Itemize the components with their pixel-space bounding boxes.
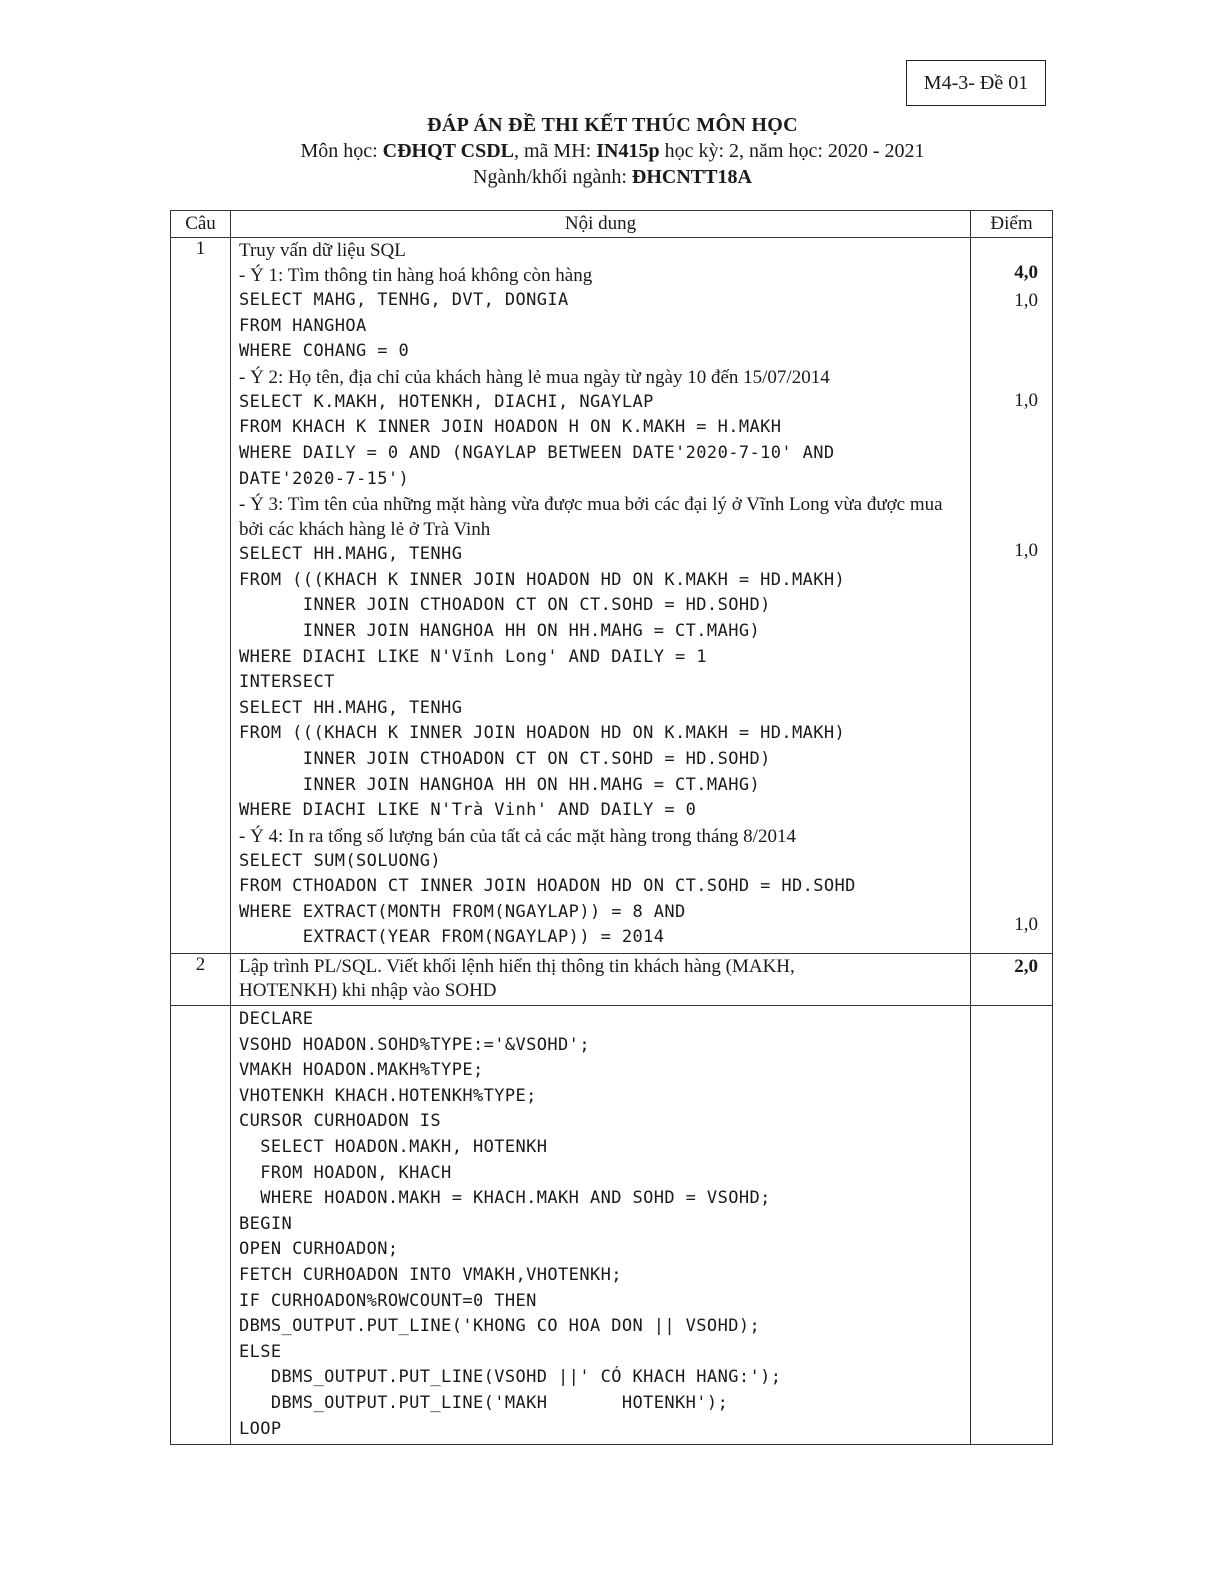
course-label: Môn học: <box>300 140 383 162</box>
document-code-box <box>906 60 1046 106</box>
course-info-line <box>0 140 1225 163</box>
course-name: CĐHQT CSDL <box>382 140 514 162</box>
major-label: Ngành/khối ngành: <box>473 166 632 188</box>
empty-cell <box>171 1006 231 1445</box>
total-score: 4,0 <box>1014 262 1038 283</box>
sql-code: SELECT HH.MAHG, TENHG FROM (((KHACH K INNER JOIN HOADON HD ON K.MAKH = HD.MAKH) INNER JOIN CTHOADON CT ON CT.SOHD = HD.SOHD) INNER JOIN HANGHOA HH ON HH.MAHG = CT.MAHG) WHERE DIACHI LIKE N'Vĩnh Long' AND DAILY = 1 INTERSECT SELECT HH.MAHG, TENHG FROM (((KHACH K INNER JOIN HOADON HD ON K.MAKH = HD.MAKH) INNER JOIN CTHOADON CT ON CT.SOHD = HD.SOHD) INNER JOIN HANGHOA HH ON HH.MAHG = CT.MAHG) WHERE DIACHI LIKE N'Trà Vinh' AND DAILY = 0 <box>239 544 846 821</box>
question-scores <box>971 238 1053 954</box>
total-score: 2,0 <box>1014 956 1038 978</box>
course-code: IN415p <box>596 140 660 162</box>
major-name: ĐHCNTT18A <box>631 166 752 188</box>
table-row <box>171 1006 1053 1445</box>
item-score: 1,0 <box>1014 290 1038 311</box>
major-info-line <box>0 166 1225 189</box>
sql-code: SELECT SUM(SOLUONG) FROM CTHOADON CT INNER JOIN HOADON HD ON CT.SOHD = HD.SOHD WHERE EXTRACT(MONTH FROM(NGAYLAP)) = 8 AND EXTRACT(YEAR FROM(NGAYLAP)) = 2014 <box>239 850 856 948</box>
header-score: Điểm <box>971 211 1053 238</box>
answer-table <box>170 210 1053 1445</box>
question-content <box>231 954 971 1006</box>
header-content: Nội dung <box>231 211 971 238</box>
item-title: - Ý 1: Tìm thông tin hàng hoá không còn hàng <box>239 265 593 286</box>
plsql-code: DECLARE VSOHD HOADON.SOHD%TYPE:='&VSOHD'; VMAKH HOADON.MAKH%TYPE; VHOTENKH KHACH.HOTENKH%TYPE; CURSOR CURHOADON IS SELECT HOADON.MAKH, HOTENKH FROM HOADON, KHACH WHERE HOADON.MAKH = KHACH.MAKH AND SOHD = VSOHD; BEGIN OPEN CURHOADON; FETCH CURHOADON INTO VMAKH,VHOTENKH; IF CURHOADON%ROWCOUNT=0 THEN DBMS_OUTPUT.PUT_LINE('KHONG CO HOA DON || VSOHD); ELSE DBMS_OUTPUT.PUT_LINE(VSOHD ||' CÓ KHACH HANG:'); DBMS_OUTPUT.PUT_LINE('MAKH HOTENKH'); LOOP <box>239 1009 782 1439</box>
question-scores <box>971 954 1053 1006</box>
question-content <box>231 238 971 954</box>
item-title: - Ý 2: Họ tên, địa chỉ của khách hàng lẻ mua ngày từ ngày 10 đến 15/07/2014 <box>239 366 830 388</box>
item-score: 1,0 <box>1014 390 1038 411</box>
document-code: M4-3- Đề 01 <box>923 71 1029 94</box>
course-code-label: , mã MH: <box>514 140 597 162</box>
sql-code: SELECT MAHG, TENHG, DVT, DONGIA FROM HANGHOA WHERE COHANG = 0 <box>239 290 569 362</box>
page-title: ĐÁP ÁN ĐỀ THI KẾT THÚC MÔN HỌC <box>427 114 798 136</box>
item-title: - Ý 3: Tìm tên của những mặt hàng vừa được mua bởi các đại lý ở Vĩnh Long vừa được mua bởi các khách hàng lẻ ở Trà Vinh <box>239 494 943 541</box>
question-title: Truy vấn dữ liệu SQL <box>239 240 406 261</box>
question-title: Lập trình PL/SQL. Viết khối lệnh hiển thị thông tin khách hàng (MAKH, HOTENKH) khi nhập vào SOHD <box>239 956 795 1002</box>
empty-cell <box>971 1006 1053 1445</box>
question-number: 2 <box>171 954 231 1006</box>
question-number: 1 <box>171 238 231 954</box>
table-header-row <box>171 211 1053 238</box>
item-title: - Ý 4: In ra tổng số lượng bán của tất cả các mặt hàng trong tháng 8/2014 <box>239 825 796 847</box>
semester-info: học kỳ: 2, năm học: 2020 - 2021 <box>659 140 925 162</box>
table-row <box>171 238 1053 954</box>
sql-code: SELECT K.MAKH, HOTENKH, DIACHI, NGAYLAP FROM KHACH K INNER JOIN HOADON H ON K.MAKH = H.MAKH WHERE DAILY = 0 AND (NGAYLAP BETWEEN DATE'2020-7-10' AND DATE'2020-7-15') <box>239 391 835 489</box>
header-question: Câu <box>171 211 231 238</box>
question-content <box>231 1006 971 1445</box>
table-row <box>171 954 1053 1006</box>
item-score: 1,0 <box>1014 914 1038 935</box>
item-score: 1,0 <box>1014 540 1038 561</box>
